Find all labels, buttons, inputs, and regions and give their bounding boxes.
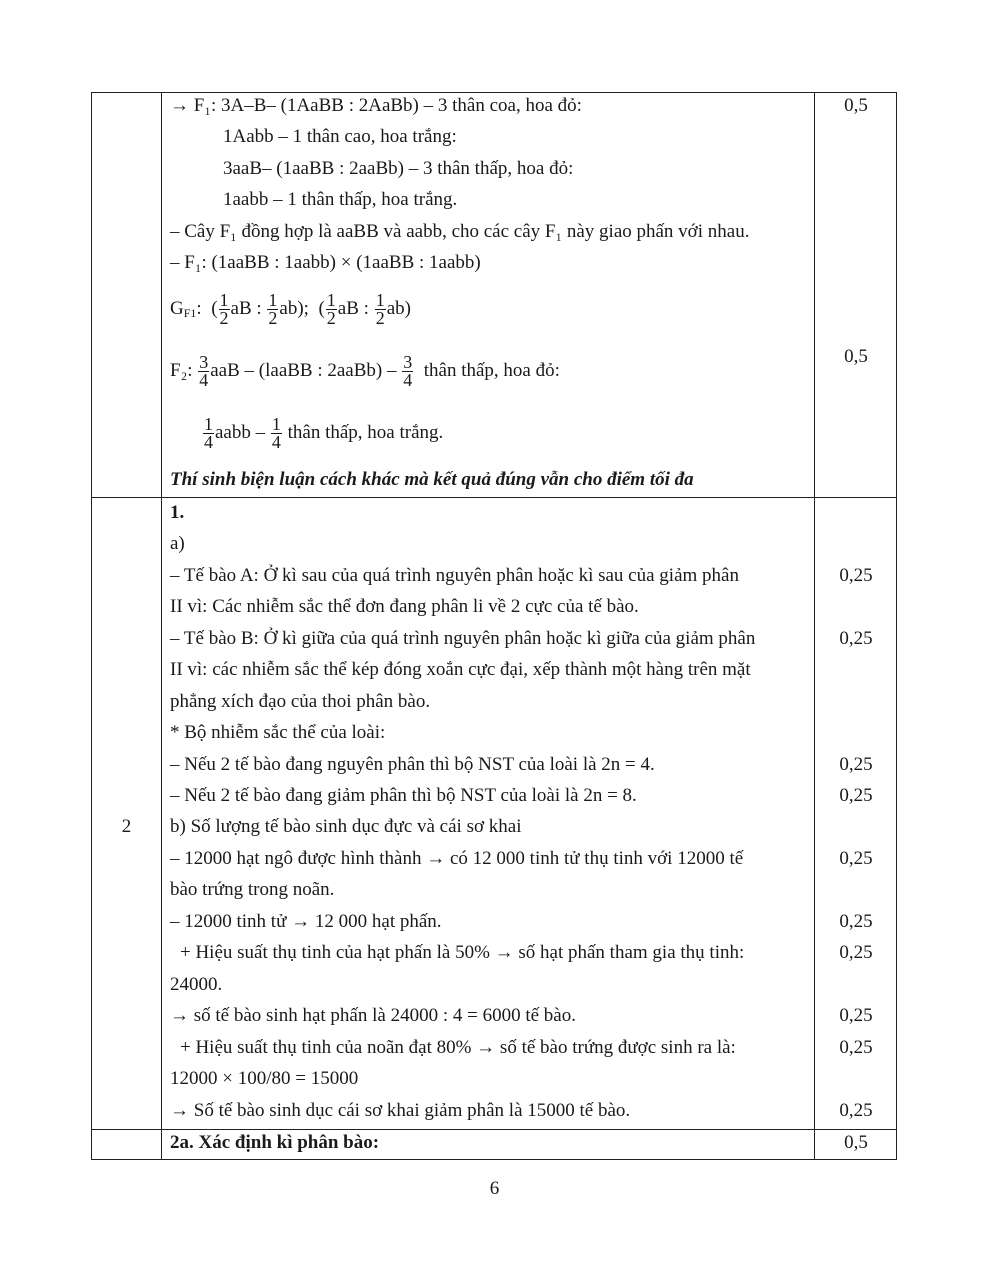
answer-table (91, 92, 897, 1160)
page-number: 6 (489, 1178, 500, 1199)
text-line: b) Số lượng tế bào sinh dục đực và cái sơ khai (170, 816, 522, 837)
note-text: Thí sinh biện luận cách khác mà kết quả đúng vẫn cho điểm tối đa (170, 469, 694, 490)
text-line: → Số tế bào sinh dục cái sơ khai giảm phân là 15000 tế bào. (170, 1100, 631, 1121)
section-heading: 2a. Xác định kì phân bào: (170, 1132, 380, 1153)
fraction-three-quarters: $\frac{3}{4}$ (199, 352, 209, 391)
text-line: – Tế bào B: Ở kì giữa của quá trình nguyên phân hoặc kì giữa của giảm phân (170, 628, 756, 649)
text-line: * Bộ nhiễm sắc thể của loài: (170, 722, 386, 743)
score-cell: 0,25 (839, 628, 873, 649)
score-cell: 0,25 (839, 754, 873, 775)
text-line: a) (170, 533, 185, 554)
score-cell: 0,5 (844, 1132, 868, 1153)
question-number: 2 (121, 816, 132, 837)
text-line: – Tế bào A: Ở kì sau của quá trình nguyên phân hoặc kì sau của giảm phân (170, 565, 739, 586)
text-line: 1aabb – 1 thân thấp, hoa trắng. (223, 189, 458, 210)
text-line: – F₁: (1aaBB : 1aabb) × (1aaBB : 1aabb) (170, 252, 481, 273)
text-line: → số tế bào sinh hạt phấn là 24000 : 4 = 6000 tế bào. (170, 1005, 576, 1026)
text-line: – Nếu 2 tế bào đang giảm phân thì bộ NST của loài là 2n = 8. (170, 785, 637, 806)
column-divider (161, 93, 162, 1159)
score-cell: 0,25 (839, 911, 873, 932)
text-line: – Nếu 2 tế bào đang nguyên phân thì bộ NST của loài là 2n = 4. (170, 754, 655, 775)
text-line: – 12000 hạt ngô được hình thành → có 12 000 tinh tử thụ tinh với 12000 tế (170, 848, 744, 869)
text-line: → F₁: 3A–B– (1AaBB : 2AaBb) – 3 thân coa, hoa đỏ: (170, 95, 582, 116)
fraction-half: $\frac{1}{2}$ (268, 290, 278, 329)
score-cell: 0,25 (839, 785, 873, 806)
text-line: 24000. (170, 974, 223, 995)
fraction-half: $\frac{1}{2}$ (219, 290, 229, 329)
score-cell: 0,25 (839, 1005, 873, 1026)
text-line: 12000 × 100/80 = 15000 (170, 1068, 359, 1089)
text-line: bào trứng trong noãn. (170, 879, 335, 900)
score-cell: 0,25 (839, 1037, 873, 1058)
f2-formula-cont: $\frac{1}{4}$ aabb – $\frac{1}{4}$ thân thấp, hoa trắng. (204, 414, 444, 453)
score-cell: 0,25 (839, 1100, 873, 1121)
text-line: II vì: Các nhiễm sắc thể đơn đang phân li về 2 cực của tế bào. (170, 596, 639, 617)
fraction-one-quarter: $\frac{1}{4}$ (271, 414, 281, 453)
text-line: 3aaB– (1aaBB : 2aaBb) – 3 thân thấp, hoa đỏ: (223, 158, 574, 179)
text-line: – Cây F₁ đồng hợp là aaBB và aabb, cho các cây F₁ này giao phấn với nhau. (170, 221, 750, 242)
text-line: 1Aabb – 1 thân cao, hoa trắng: (223, 126, 457, 147)
score-cell: 0,25 (839, 848, 873, 869)
text-line: + Hiệu suất thụ tinh của noãn đạt 80% → số tế bào trứng được sinh ra là: (180, 1037, 736, 1058)
text-line: 1. (170, 502, 185, 523)
row-divider (92, 1129, 896, 1130)
text-line: phẳng xích đạo của thoi phân bào. (170, 691, 431, 712)
gamete-label: G (170, 298, 184, 319)
gamete-formula: $G_{F1}$: ( $\frac{1}{2}$ aB : $\frac{1}{2}$ ab); ( $\frac{1}{2}$ aB : $\frac{1}{2}$ ab) (170, 290, 411, 329)
fraction-half: $\frac{1}{2}$ (375, 290, 385, 329)
text-line: – 12000 tinh tử → 12 000 hạt phấn. (170, 911, 442, 932)
fraction-half: $\frac{1}{2}$ (326, 290, 336, 329)
score-cell: 0,25 (839, 942, 873, 963)
text-line: II vì: các nhiễm sắc thể kép đóng xoắn cực đại, xếp thành một hàng trên mặt (170, 659, 751, 680)
score-cell: 0,25 (839, 565, 873, 586)
fraction-three-quarters: $\frac{3}{4}$ (403, 352, 413, 391)
score-cell: 0,5 (844, 95, 868, 116)
text-line: + Hiệu suất thụ tinh của hạt phấn là 50% → số hạt phấn tham gia thụ tinh: (180, 942, 745, 963)
column-divider (814, 93, 815, 1159)
row-divider (92, 497, 896, 498)
fraction-one-quarter: $\frac{1}{4}$ (204, 414, 213, 453)
f2-formula: F₂: $\frac{3}{4}$ aaB – (laaBB : 2aaBb) – $\frac{3}{4}$ thân thấp, hoa đỏ: (170, 352, 560, 391)
gamete-subscript: F1 (183, 306, 197, 320)
gamete-colon: : (196, 298, 202, 319)
score-cell: 0,5 (844, 346, 868, 367)
